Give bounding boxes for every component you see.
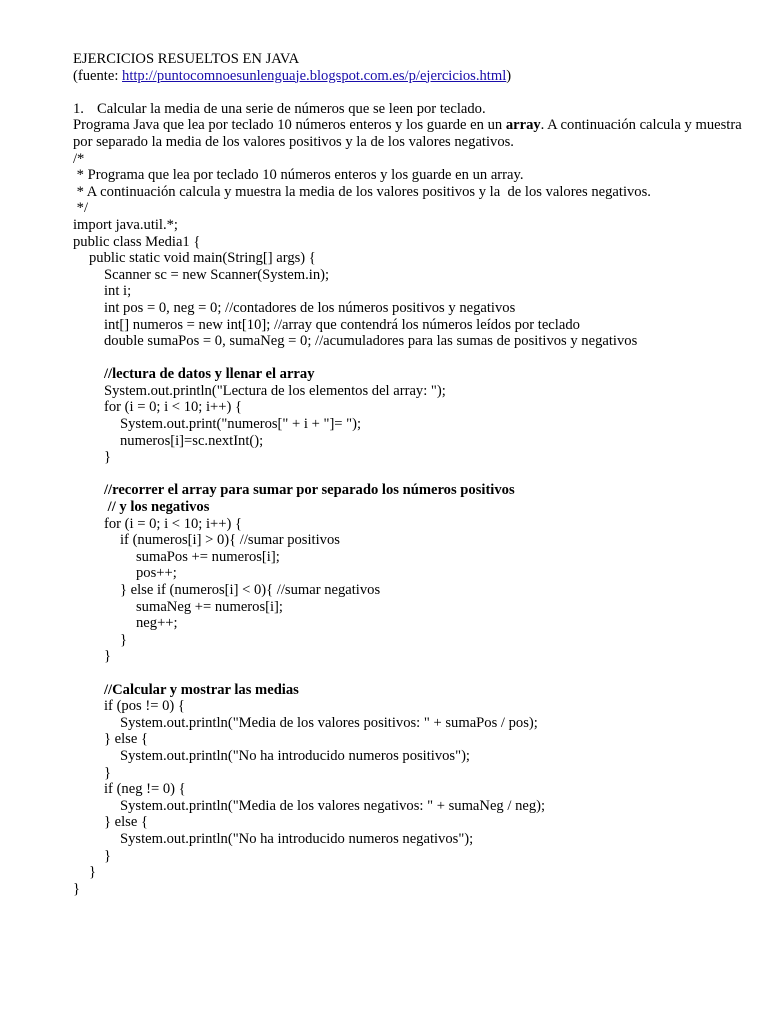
- exercise-description: [73, 117, 748, 150]
- code-line: public static void main(String[] args) {: [89, 250, 316, 267]
- code-line: System.out.println("Media de los valores positivos: " + sumaPos / pos);: [120, 714, 538, 731]
- code-comment-line: */: [73, 200, 88, 217]
- code-line: System.out.println("No ha introducido numeros positivos");: [120, 747, 470, 764]
- exercise-heading: Calcular la media de una serie de números que se leen por teclado.: [97, 100, 486, 117]
- code-line: sumaPos += numeros[i];: [136, 548, 280, 565]
- source-link[interactable]: http://puntocomnoesunlenguaje.blogspot.com.es/p/ejercicios.html: [122, 67, 507, 84]
- code-line: if (neg != 0) {: [104, 781, 186, 798]
- section-comment-sum-cont: // y los negativos: [104, 499, 210, 516]
- code-line: for (i = 0; i < 10; i++) {: [104, 399, 243, 416]
- code-line: int i;: [104, 283, 132, 300]
- code-line: import java.util.*;: [73, 216, 178, 233]
- exercise-number: 1.: [73, 100, 84, 117]
- code-line: }: [120, 631, 128, 648]
- spacer: [73, 84, 748, 101]
- code-line: System.out.print("numeros[" + i + "]= ");: [120, 416, 362, 433]
- code-line: public class Media1 {: [73, 233, 201, 250]
- code-line: int pos = 0, neg = 0; //contadores de los números positivos y negativos: [104, 299, 516, 316]
- source-line: [73, 68, 748, 85]
- spacer: [73, 665, 748, 682]
- section-comment-means: //Calcular y mostrar las medias: [104, 681, 299, 698]
- spacer: [73, 466, 748, 483]
- code-line: if (numeros[i] > 0){ //sumar positivos: [120, 532, 340, 549]
- code-line: }: [104, 847, 112, 864]
- code-line: System.out.println("Media de los valores negativos: " + sumaNeg / neg);: [120, 797, 546, 814]
- code-line: if (pos != 0) {: [104, 698, 185, 715]
- code-comment-line: /*: [73, 150, 85, 167]
- description-part-2: . A continuación calcula y muestra por separado la media de los valores positivos y la de los valores negativos.: [73, 117, 742, 150]
- code-line: int[] numeros = new int[10]; //array que contendrá los números leídos por teclado: [104, 316, 580, 333]
- section-comment-read: //lectura de datos y llenar el array: [104, 366, 315, 383]
- code-line: }: [104, 764, 112, 781]
- code-line: }: [104, 449, 112, 466]
- section-comment-sum: //recorrer el array para sumar por separado los números positivos: [104, 482, 515, 499]
- code-line: System.out.println("No ha introducido numeros negativos");: [120, 830, 474, 847]
- source-prefix: (fuente:: [73, 67, 123, 84]
- code-line: } else if (numeros[i] < 0){ //sumar negativos: [120, 582, 381, 598]
- code-line: } else {: [104, 814, 148, 831]
- code-line: }: [73, 880, 81, 897]
- code-line: Scanner sc = new Scanner(System.in);: [104, 266, 330, 283]
- code-line: pos++;: [136, 565, 177, 582]
- description-part-1: Programa Java que lea por teclado 10 números enteros y los guarde en un: [73, 117, 506, 134]
- code-line: } else {: [104, 731, 148, 748]
- code-line: neg++;: [136, 615, 178, 632]
- document-title: EJERCICIOS RESUELTOS EN JAVA: [73, 51, 300, 67]
- code-line: for (i = 0; i < 10; i++) {: [104, 515, 243, 532]
- code-line: }: [104, 648, 112, 665]
- code-line: numeros[i]=sc.nextInt();: [120, 432, 264, 449]
- code-comment-line: * A continuación calcula y muestra la media de los valores positivos y la de los valores negativos.: [73, 183, 651, 200]
- code-line: double sumaPos = 0, sumaNeg = 0; //acumuladores para las sumas de positivos y negativos: [104, 333, 638, 350]
- spacer: [73, 350, 748, 367]
- code-line: System.out.println("Lectura de los elementos del array: ");: [104, 382, 446, 399]
- exercise-heading-line: [73, 101, 748, 118]
- code-line: sumaNeg += numeros[i];: [136, 598, 283, 615]
- description-bold-array: array: [505, 117, 541, 134]
- source-suffix: ): [506, 67, 512, 84]
- code-comment-line: * Programa que lea por teclado 10 números enteros y los guarde en un array.: [73, 167, 524, 184]
- code-line: }: [89, 864, 97, 881]
